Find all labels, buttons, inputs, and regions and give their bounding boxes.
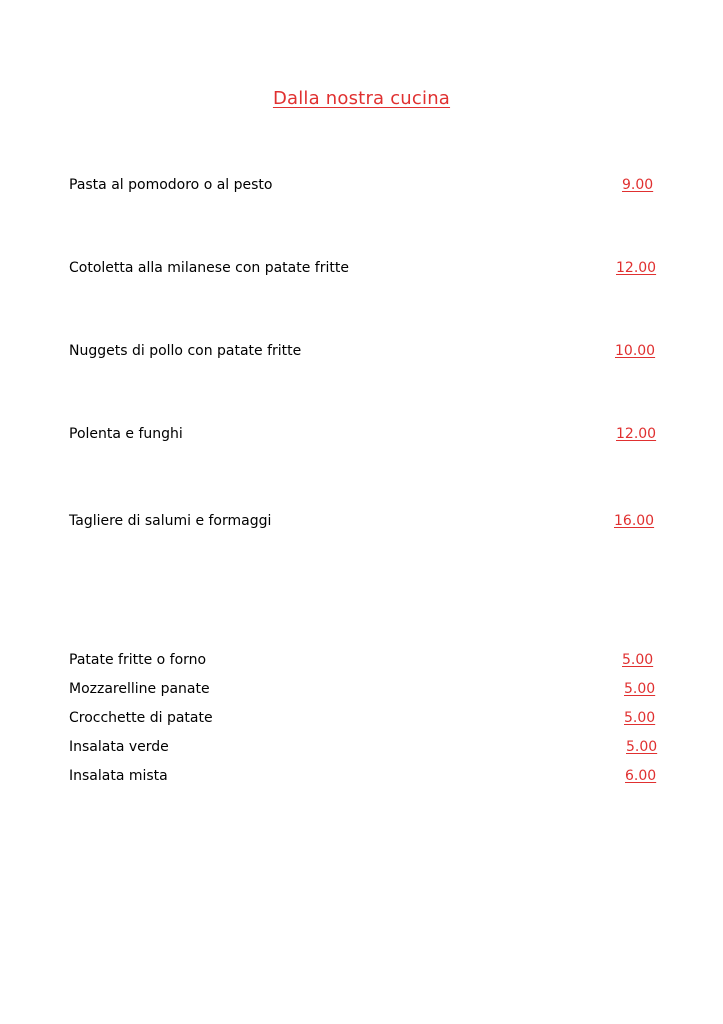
menu-item-price[interactable]: 10.00 xyxy=(615,343,656,359)
menu-item-name: Cotoletta alla milanese con patate fritte xyxy=(69,260,349,276)
side-item-price[interactable]: 5.00 xyxy=(624,681,656,697)
side-item-name: Mozzarelline panate xyxy=(69,681,210,697)
page-title: Dalla nostra cucina xyxy=(272,88,451,109)
side-item-price[interactable]: 5.00 xyxy=(626,739,658,755)
side-item xyxy=(69,679,659,699)
menu-item-name: Nuggets di pollo con patate fritte xyxy=(69,343,302,359)
side-item xyxy=(69,650,659,670)
side-item xyxy=(69,737,659,757)
menu-item-name: Polenta e funghi xyxy=(69,426,183,442)
menu-item xyxy=(69,511,659,531)
menu-item xyxy=(69,175,659,195)
side-item-price[interactable]: 6.00 xyxy=(625,768,657,784)
side-item-name: Insalata mista xyxy=(69,768,168,784)
menu-item-price[interactable]: 12.00 xyxy=(616,260,657,276)
side-item-price[interactable]: 5.00 xyxy=(622,652,654,668)
menu-item xyxy=(69,424,659,444)
side-item-price[interactable]: 5.00 xyxy=(624,710,656,726)
menu-item-price[interactable]: 12.00 xyxy=(616,426,657,442)
side-item xyxy=(69,766,659,786)
side-item-name: Crocchette di patate xyxy=(69,710,213,726)
menu-item-price[interactable]: 9.00 xyxy=(622,177,654,193)
menu-item-name: Tagliere di salumi e formaggi xyxy=(69,513,272,529)
menu-item xyxy=(69,258,659,278)
menu-item-name: Pasta al pomodoro o al pesto xyxy=(69,177,273,193)
side-item-name: Patate fritte o forno xyxy=(69,652,207,668)
side-item-name: Insalata verde xyxy=(69,739,169,755)
menu-item xyxy=(69,341,659,361)
menu-item-price[interactable]: 16.00 xyxy=(614,513,655,529)
side-item xyxy=(69,708,659,728)
